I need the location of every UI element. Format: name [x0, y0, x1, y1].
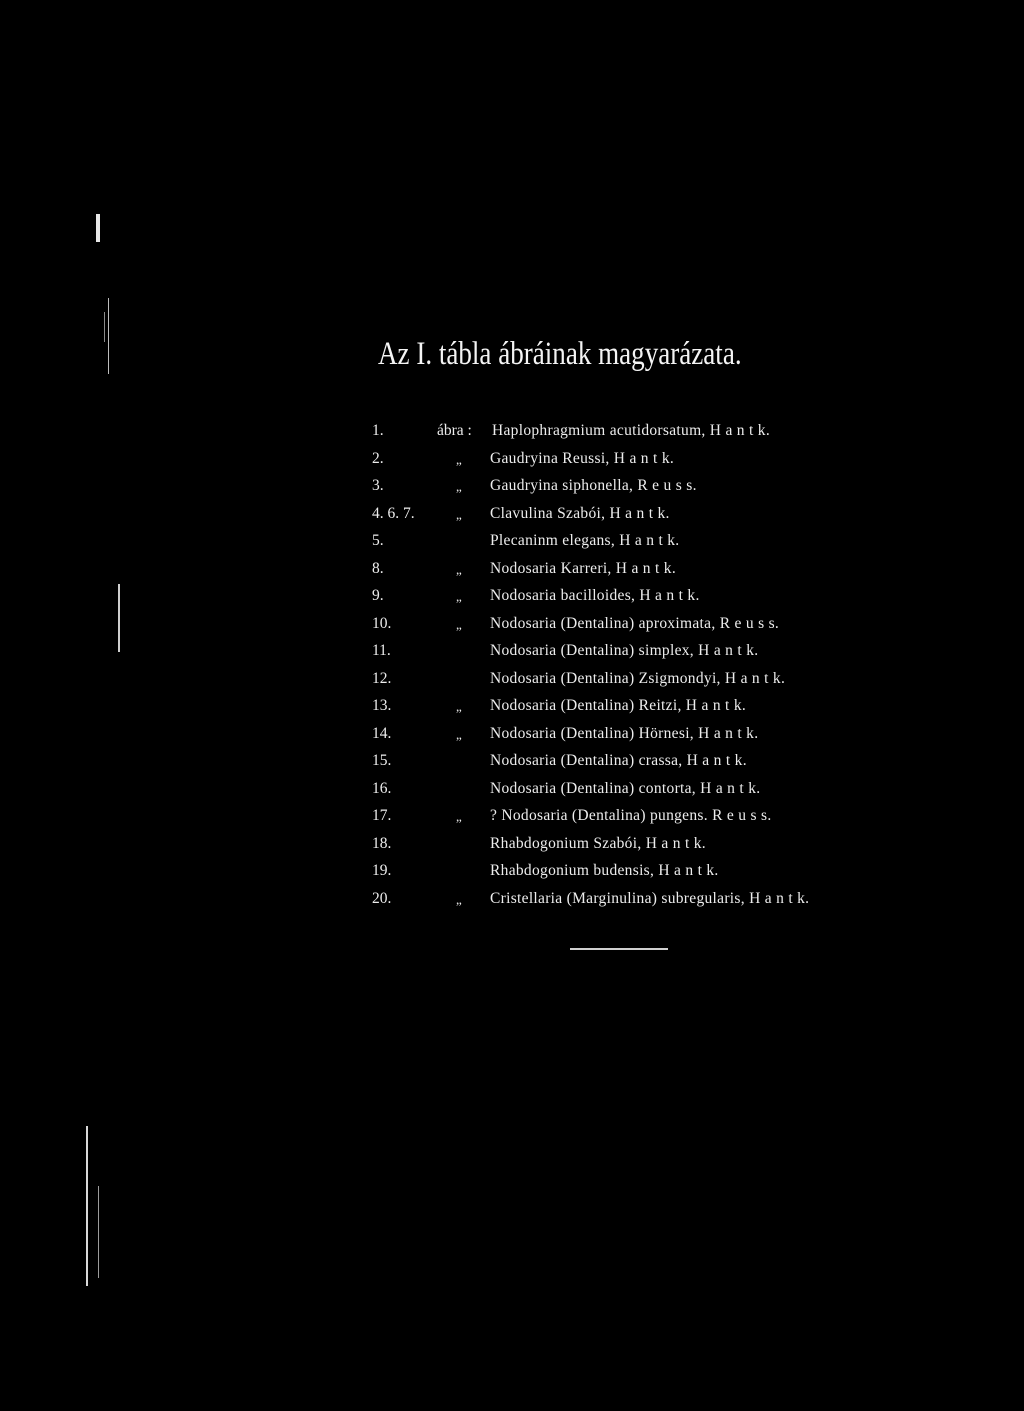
scan-artifact-mark	[96, 214, 100, 242]
species-name: Nodosaria (Dentalina) Hörnesi, H a n t k.	[490, 724, 759, 742]
legend-entry	[0, 780, 1024, 802]
ditto-mark: „	[456, 726, 462, 742]
figure-number: 17.	[372, 807, 392, 824]
figure-number: 1.	[372, 422, 384, 439]
legend-entry	[0, 835, 1024, 857]
legend-entry	[0, 752, 1024, 774]
ditto-mark: „	[456, 506, 462, 522]
species-name: Nodosaria (Dentalina) contorta, H a n t k.	[490, 779, 761, 797]
figure-number: 14.	[372, 724, 392, 742]
species-name: Clavulina Szabói, H a n t k.	[490, 504, 670, 522]
species-name: Haplophragmium acutidorsatum, H a n t k.	[492, 422, 771, 439]
figure-number: 13.	[372, 697, 392, 714]
legend-entry	[0, 890, 1024, 912]
species-name: Gaudryina Reussi, H a n t k.	[490, 449, 675, 467]
legend-entry	[0, 450, 1024, 472]
legend-entry	[0, 697, 1024, 719]
figure-number: 16.	[372, 779, 392, 797]
species-name: Nodosaria (Dentalina) Zsigmondyi, H a n t k.	[490, 669, 786, 687]
species-name: Plecaninm elegans, H a n t k.	[490, 532, 680, 549]
species-name: Rhabdogonium budensis, H a n t k.	[490, 862, 719, 879]
figure-number: 12.	[372, 669, 392, 687]
ditto-mark: „	[456, 809, 462, 824]
ditto-mark: „	[456, 479, 462, 494]
ditto-mark: „	[456, 451, 462, 467]
figure-number: 5.	[372, 532, 384, 549]
ditto-mark: „	[456, 891, 462, 907]
figure-number: 8.	[372, 559, 384, 577]
figure-number: 20.	[372, 889, 392, 907]
scan-artifact-line	[98, 1186, 99, 1278]
ditto-mark: „	[456, 561, 462, 577]
figure-number: 3.	[372, 477, 384, 494]
species-name: Nodosaria (Dentalina) simplex, H a n t k.	[490, 642, 759, 659]
species-name: ? Nodosaria (Dentalina) pungens. R e u s s.	[490, 807, 772, 824]
figure-number: 19.	[372, 862, 392, 879]
figure-number: 2.	[372, 449, 384, 467]
scan-artifact-line	[104, 312, 105, 342]
figure-number: 11.	[372, 642, 391, 659]
ditto-mark: „	[456, 616, 462, 632]
figure-number: 9.	[372, 587, 384, 604]
scan-artifact-line	[86, 1126, 88, 1286]
figure-number: 18.	[372, 834, 392, 852]
species-name: Nodosaria (Dentalina) crassa, H a n t k.	[490, 752, 747, 769]
legend-entry	[0, 807, 1024, 829]
species-name: Gaudryina siphonella, R e u s s.	[490, 477, 697, 494]
legend-entry	[0, 862, 1024, 884]
species-name: Nodosaria bacilloides, H a n t k.	[490, 587, 700, 604]
legend-entry	[0, 725, 1024, 747]
legend-entry	[0, 505, 1024, 527]
legend-entry	[0, 532, 1024, 554]
species-name: Nodosaria Karreri, H a n t k.	[490, 559, 677, 577]
scan-artifact-line	[108, 298, 109, 374]
species-name: Cristellaria (Marginulina) subregularis, H a n t k.	[490, 889, 810, 907]
legend-entry	[0, 642, 1024, 664]
species-name: Nodosaria (Dentalina) aproximata, R e u s s.	[490, 614, 780, 632]
legend-entry	[0, 560, 1024, 582]
species-name: Rhabdogonium Szabói, H a n t k.	[490, 834, 706, 852]
species-name: Nodosaria (Dentalina) Reitzi, H a n t k.	[490, 697, 747, 714]
ditto-mark: „	[456, 589, 462, 604]
legend-entry	[0, 615, 1024, 637]
legend-entry	[0, 587, 1024, 609]
figure-number: 4. 6. 7.	[372, 504, 415, 522]
legend-entry	[0, 477, 1024, 499]
figure-number: 10.	[372, 614, 392, 632]
legend-entry	[0, 670, 1024, 692]
legend-entry	[0, 422, 1024, 444]
abra-label: ábra :	[437, 422, 472, 439]
ditto-mark: „	[456, 699, 462, 714]
closing-rule	[570, 948, 668, 950]
page-title: Az I. tábla ábráinak magyarázata.	[378, 336, 742, 372]
figure-number: 15.	[372, 752, 392, 769]
